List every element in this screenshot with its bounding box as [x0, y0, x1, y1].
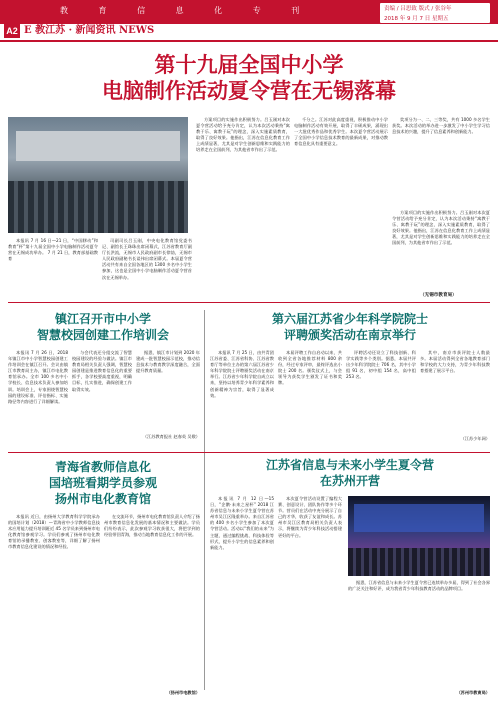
story2-headline-line2: 智慧校园创建工作培训会 [36, 328, 169, 342]
masthead-rule [0, 40, 498, 42]
masthead-date: 2018 年 9 月 7 日 星期五 [384, 16, 449, 22]
story4-col-2: 在交流环节，扬州市电化教育馆负责人介绍了扬州市教育信息化发展的基本情况和主要做法。学员们纷纷表示，此次参观学习收获很大，将把学到的经验带回青海，推动当地教育信息化工作的开展。 [104, 514, 200, 538]
lead-col-2: 司副司长吕玉刚，中央电化教育馆党委书记、副馆长王珠珠出席闭幕式，江苏省教育厅副厅长洪流，无锡市人民政府副市长徐劼，无锡市人民政府副秘书长谈伟出席闭幕式。本届夏令营活动共有来自全国各地区的 1300 多名中小学生参加，这也是全国中小学电脑制作活动夏令营首次在无锡举办。 [102, 238, 192, 280]
masthead-bar [0, 0, 498, 24]
page-number: A2 [4, 24, 20, 38]
story4-headline-line1: 青海省教师信息化 [54, 460, 151, 474]
lead-photo [8, 117, 188, 233]
lead-headline-line2: 电脑制作活动夏令营在无锡落幕 [102, 79, 396, 103]
story5-col-1: 本报讯 7 月 12 日—15 日，“企鹅·未来之星杯” 2018 江苏省信息与未来小学生夏令营在苏州市吴江区隆重举办。来自江苏省的 400 多名小学生参加了本次夏令营活动。活动以“我们的未来”为主题，通过编程挑战、科技体验等形式，提升小学生的信息素养和创新能力。 [210, 496, 274, 550]
story4-footer: （扬州市电教馆） [166, 690, 200, 695]
story2-headline-line1: 镇江召开市中小学 [54, 312, 151, 326]
story5-headline-line1: 江苏省信息与未来小学生夏令营 [265, 458, 434, 472]
story4-col-1: 本报讯 近日，由扬州大学教育科学学院承办的国培计划（2018）—青海省中小学教师信息技术应用能力提升培训班近 45 名学员来到扬州市电化教育馆参观学习。学员们参观了扬州市电化教育馆的录播教室、创客教室等，详细了解了扬州市教育信息化建设的情况和经验。 [8, 514, 100, 550]
masthead-band: 教 育 信 息 化 专 刊 [60, 6, 314, 15]
lead-col-4: 千分之。江苏对此高度重视，积极推动中小学电脑制作活动有效开展，取得了丰硕成果，涌现出一大批优秀作品和优秀学生。本次夏令营活动展示了全国中小学信息技术教育的最新成果，对推动教育信息化具有重要意义。 [294, 117, 388, 147]
story3-headline-line2: 评聘颁奖活动在南京举行 [283, 328, 416, 342]
story5-col-3: 据悉，江苏省信息与未来小学生夏令营已连续举办多届，得到了社会各界的广泛关注和好评，成为我省青少年科技教育活动的品牌项目。 [348, 580, 490, 592]
story2-col-3: 据悉，镇江市计划到 2020 年建成一批智慧校园示范校，推动信息技术与教育教学深度融合，全面提升教育质量。 [136, 350, 200, 374]
column-rule [204, 310, 205, 690]
story4-headline-line2: 国培班看期学员参观 [48, 476, 157, 490]
lead-caption: 本报讯 7 月 16 日—21 日，“中国移动”和教育“杯”第十九届全国中小学电脑制作活动夏令营在无锡成功举办。 7 月 21 日，教育部基础教育 [8, 238, 98, 262]
lead-headline-line1: 第十九届全国中小学 [154, 53, 344, 77]
story3-footer: （江苏少年网） [460, 436, 490, 441]
lead-col-3: 方案项目的实施作出积极努力。吕玉刚对本次夏令营活动给予充分肯定，认为本次活动秉持“寓教于乐、寓教于玩”的理念，深入实施素质教育，取得了良好效果。他指出，江苏在信息化教育工作上成绩显著，尤其是对学生创新思维和实践能力的培养走在全国前列，为其他省市作出了示范。 [196, 117, 290, 153]
story2-footer: （江苏教育报社 赵春英 吴敬） [142, 434, 200, 439]
masthead-info [380, 3, 490, 23]
lead-col-5: 奖项分为一、二、三等奖，共有 1000 多名学生获奖。本次活动的举办进一步激发了中小学生学习信息技术的兴趣，提升了信息素养和创新能力。 [392, 117, 490, 135]
story5-col-2: 本次夏令营活动设置了编程大赛、创意设计、团队协作等多个环节。营员们在活动中充分展示了自己的才华，收获了友谊和成长。苏州市吴江区教育局相关负责人表示，将继续为青少年科技活动搭建更好的平台。 [278, 496, 342, 538]
story3-col-2: 本届评聘工作自启动以来，共收到全省各地推荐材料 800 余份，经过专家评审，最终评选出小院士 200 名。颁奖仪式上，与会领导为获奖学生颁发了证书和奖牌。 [278, 350, 342, 386]
story2-col-2: 与会代表还分组交流了智慧校园建设的经验与做法。镇江市教育局相关负责人强调，智慧校园创建是推进教育信息化的重要抓手，各学校要高度重视，明确目标，扎实推进，确保创建工作取得实效。 [72, 350, 132, 392]
story5-photo [348, 496, 490, 576]
story3-col-1: 本报讯 7 月 25 日，由共青团江苏省委、江苏省科协、江苏省教育厅等单位主办的第六届江苏省少年科学院院士评聘颁奖活动在南京举行。江苏省少年科学院自成立以来，坚持以培养青少年科学素养和创新精神为宗旨，取得了显著成效。 [210, 350, 274, 398]
story5-footer: （苏州市教育局） [456, 690, 490, 695]
divider-2 [8, 452, 490, 453]
divider-1 [8, 302, 490, 303]
masthead-editor: 责编 / 吕思致 版式 / 张谷年 [384, 6, 452, 12]
lead-footer: （无锡市教育局） [420, 293, 457, 298]
story4-headline-line3: 扬州市电化教育馆 [54, 492, 151, 506]
lead-col-6: 方案项目的实施作出积极努力。吕玉刚对本次夏令营活动给予充分肯定，认为本次活动秉持“寓教于乐、寓教于玩”的理念，深入实施素质教育，取得了良好效果。他指出，江苏在信息化教育工作上成绩显著，尤其是对学生创新思维和实践能力的培养走在全国前列，为其他省市作出了示范。 [392, 210, 490, 246]
story3-col-4: 其中，南京市获评院士人数最多。本届活动得到全省各地教育部门和学校的大力支持，为青少年科技教育搭建了展示平台。 [420, 350, 490, 374]
story5-headline-line2: 在苏州开营 [319, 474, 380, 488]
story2-col-1: 本报讯 7 月 26 日，2018 年镇江市中小学智慧校园创建工作培训会在镇江召开。会议由镇江市教育局主办，镇江市电化教育馆承办。全市 100 多名中小学校长、信息技术负责人参加培训。培训会上，专家围绕智慧校园的建设标准、评估指标、实施路径等内容进行了详细解读。 [8, 350, 68, 404]
section-title: E 教江苏 · 新闻资讯 NEWS [24, 25, 155, 36]
story3-headline-line1: 第六届江苏省少年科学院院士 [271, 312, 428, 326]
story3-col-3: 评聘活动还设立了科技创新、科学实践等多个类别。据悉，本届共评出少年科学院院士 706 名，其中小学组 91 名，初中组 154 名，高中组 253 名。 [346, 350, 416, 380]
